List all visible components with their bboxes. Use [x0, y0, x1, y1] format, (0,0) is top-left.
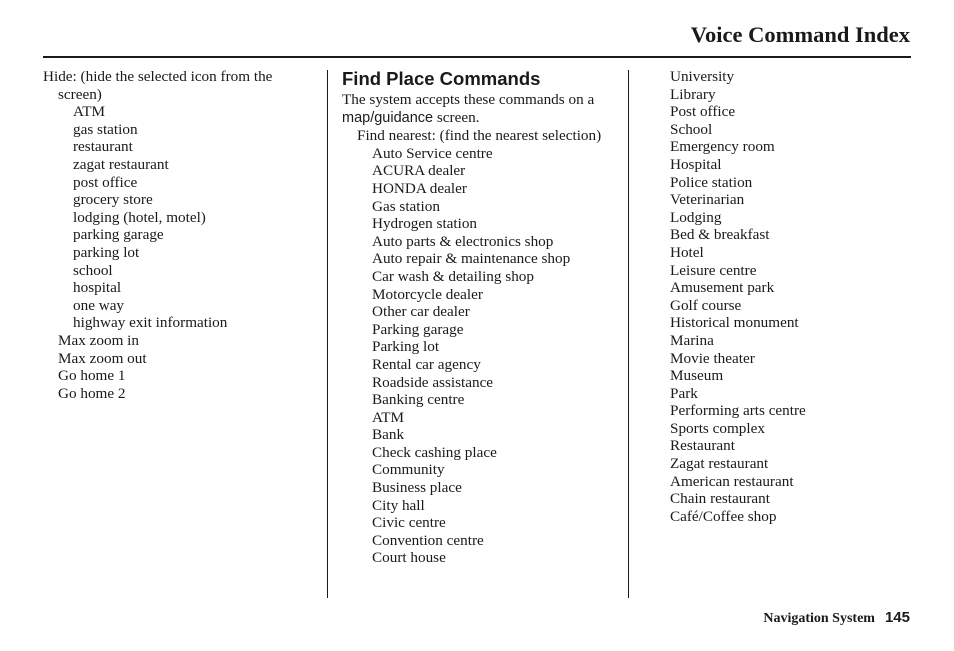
- list-item: hospital: [73, 279, 122, 297]
- list-item: Auto repair & maintenance shop: [372, 250, 571, 268]
- screen-name: map/guidance: [342, 109, 434, 126]
- list-item: Go home 1: [58, 367, 126, 385]
- list-item: Parking garage: [372, 320, 464, 338]
- list-item: gas station: [73, 120, 138, 138]
- list-item: grocery store: [73, 191, 153, 209]
- list-item: Court house: [372, 549, 446, 567]
- page-footer: [763, 609, 910, 627]
- list-item: Movie theater: [670, 349, 755, 367]
- list-item: parking garage: [73, 226, 164, 244]
- list-item: Max zoom in: [58, 331, 139, 349]
- footer-section: Navigation System: [763, 611, 875, 626]
- list-item: Hospital: [670, 155, 722, 173]
- list-item: Check cashing place: [372, 443, 497, 461]
- middle-column: [342, 68, 624, 567]
- list-item: Zagat restaurant: [670, 455, 769, 473]
- right-column: [670, 68, 910, 525]
- list-item: Leisure centre: [670, 261, 757, 279]
- hide-command: Hide: (hide the selected icon from the screen): [43, 68, 273, 103]
- list-item: HONDA dealer: [372, 179, 467, 197]
- list-item: Performing arts centre: [670, 402, 806, 420]
- list-item: highway exit information: [73, 314, 228, 332]
- list-item: Gas station: [372, 197, 440, 215]
- section-heading: Find Place Commands: [342, 68, 541, 89]
- list-item: Business place: [372, 479, 462, 497]
- list-item: Restaurant: [670, 437, 735, 455]
- column-divider: [628, 70, 629, 598]
- list-item: Rental car agency: [372, 355, 481, 373]
- list-item: post office: [73, 173, 138, 191]
- list-item: Police station: [670, 173, 753, 191]
- find-place-command-list: [342, 127, 624, 567]
- list-item: School: [670, 120, 713, 138]
- list-item: Hotel: [670, 243, 704, 261]
- left-command-list: [43, 68, 320, 402]
- list-item: school: [73, 261, 113, 279]
- list-item: Post office: [670, 103, 736, 121]
- list-item: Civic centre: [372, 514, 446, 532]
- list-item: Historical monument: [670, 314, 799, 332]
- list-item: Auto parts & electronics shop: [372, 232, 554, 250]
- list-item: Sports complex: [670, 419, 765, 437]
- list-item: zagat restaurant: [73, 155, 169, 173]
- list-item: Lodging: [670, 208, 722, 226]
- list-item: one way: [73, 296, 125, 314]
- list-item: Park: [670, 384, 698, 402]
- list-item: Go home 2: [58, 384, 126, 402]
- list-item: Emergency room: [670, 138, 775, 156]
- list-item: Café/Coffee shop: [670, 507, 777, 525]
- left-column: [43, 68, 320, 402]
- list-item: American restaurant: [670, 472, 794, 490]
- list-item: Chain restaurant: [670, 490, 770, 508]
- section-intro: [342, 91, 624, 127]
- list-item: University: [670, 68, 735, 85]
- list-item: Amusement park: [670, 279, 775, 297]
- page-number: 145: [884, 609, 910, 626]
- list-item: Other car dealer: [372, 303, 470, 321]
- list-item: restaurant: [73, 138, 133, 156]
- list-item: Marina: [670, 331, 714, 349]
- list-item: Community: [372, 461, 445, 479]
- intro-text: The system accepts these commands on a: [342, 91, 595, 108]
- right-command-list: [670, 68, 910, 525]
- find-nearest-command: Find nearest: (find the nearest selection): [357, 127, 602, 145]
- list-item: parking lot: [73, 243, 140, 261]
- list-item: Museum: [670, 367, 724, 385]
- list-item: Banking centre: [372, 391, 465, 409]
- list-item: ACURA dealer: [372, 162, 466, 180]
- list-item: Hydrogen station: [372, 215, 478, 233]
- list-item: Parking lot: [372, 338, 440, 356]
- list-item: City hall: [372, 496, 425, 514]
- list-item: Convention centre: [372, 531, 484, 549]
- page-title: Voice Command Index: [690, 22, 910, 47]
- list-item: Bank: [372, 426, 405, 444]
- list-item: Bed & breakfast: [670, 226, 770, 244]
- list-item: ATM: [372, 408, 405, 426]
- column-divider: [327, 70, 328, 598]
- list-item: Roadside assistance: [372, 373, 494, 391]
- list-item: Library: [670, 85, 716, 103]
- list-item: Max zoom out: [58, 349, 147, 367]
- list-item: Veterinarian: [670, 191, 745, 209]
- list-item: ATM: [73, 103, 106, 121]
- list-item: lodging (hotel, motel): [73, 208, 206, 226]
- list-item: Car wash & detailing shop: [372, 267, 534, 285]
- list-item: Golf course: [670, 296, 742, 314]
- list-item: Motorcycle dealer: [372, 285, 483, 303]
- header-rule: [43, 56, 911, 58]
- intro-text-end: screen.: [433, 108, 480, 126]
- list-item: Auto Service centre: [372, 144, 493, 162]
